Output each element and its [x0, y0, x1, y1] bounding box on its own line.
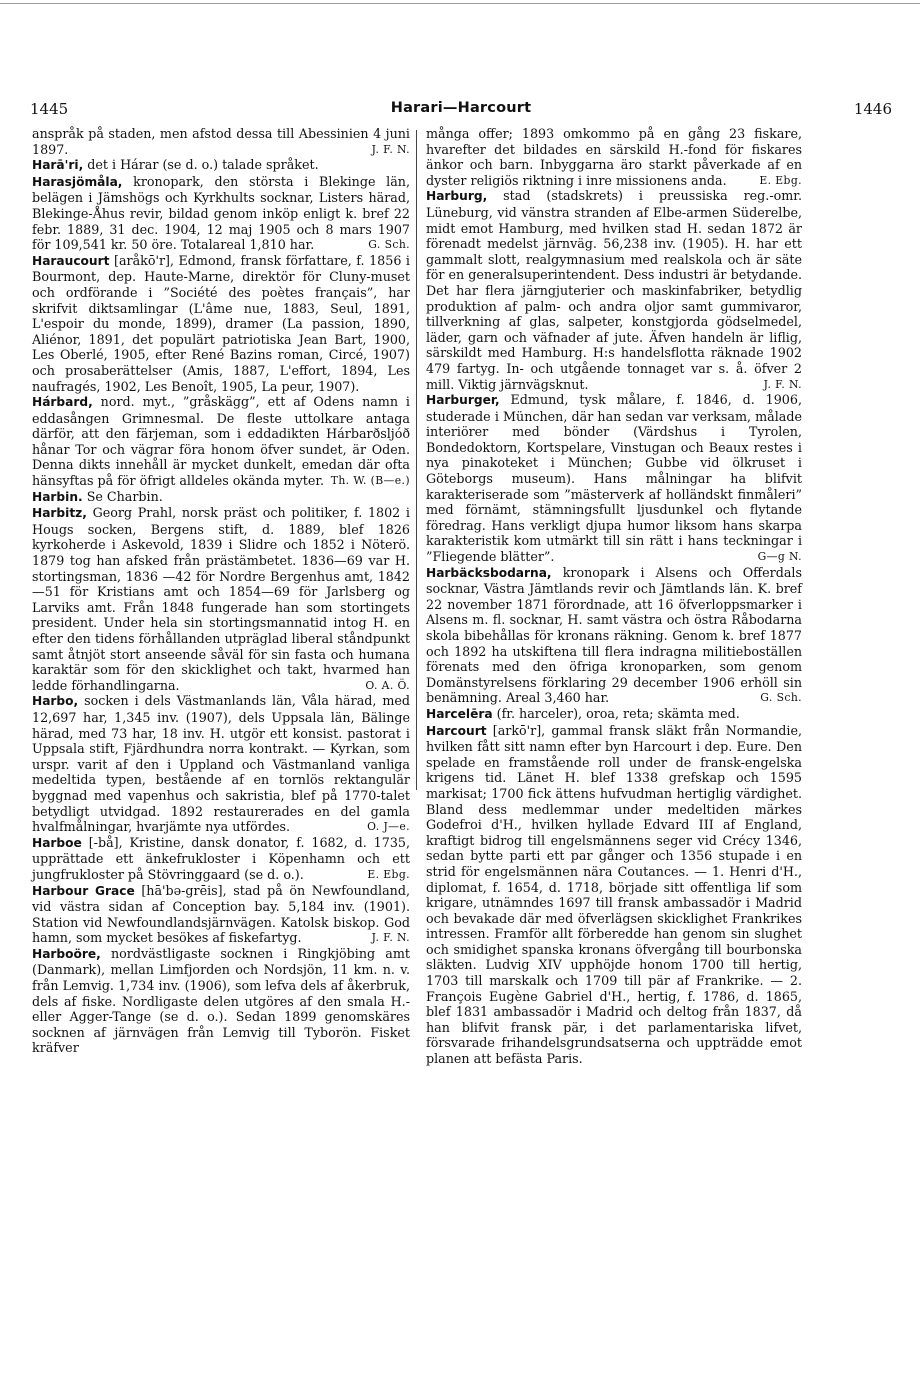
dictionary-entry [32, 126, 410, 157]
entry-body: [-bå], Kristine, dansk donator, f. 1682, d. 1735, upprättade ett änkefrukloster i Köpenhamn och ett jungfrukloster på Stövringgaard (se d. o.). [32, 834, 410, 882]
entry-headword: Harcourt [426, 723, 487, 738]
dictionary-entry [426, 706, 802, 723]
entry-body: Georg Prahl, norsk präst och politiker, f. 1802 i Hougs socken, Bergens stift, d. 1889, blef 1826 kyrkoherde i Askevold, 1839 i Slidre och 1852 i Nöterö. 1879 tog han afsked från prästämbetet. 1836—69 var H. stortingsman, 1836 —42 för Nordre Bergenhus amt, 1842—51 för Kristians amt och 1854—69 för Jarlsberg og Larviks amt. Från 1848 fungerade han som stortingets president. Under hela sin stortingsmannatid intog H. en efter den tidens förhållanden utpräglad liberal ståndpunkt samt åtnjöt stort anseende såväl för sin fasta och humana karaktär som för den skicklighet och takt, hvarmed han ledde förhandlingarna. [32, 505, 410, 693]
entry-headword: Harbitz, [32, 506, 87, 521]
dictionary-entry [32, 693, 410, 834]
text-columns [30, 126, 892, 1366]
entry-headword: Harburger, [426, 393, 500, 408]
dictionary-entry [32, 174, 410, 253]
author-signature: G—g N. [757, 550, 802, 564]
right-column [426, 126, 802, 1067]
author-signature: E. Ebg. [759, 173, 802, 187]
entry-body: [hā'bə-grēis], stad på ön Newfoundland, vid västra sidan af Conception bay. 5,184 inv. (1901). Station vid Newfoundlandsjärnvägen. Katolsk biskop. God hamn, som mycket besökes af fiskefartyg. [32, 882, 410, 946]
entry-headword: Harbo, [32, 694, 79, 709]
dictionary-entry [32, 253, 410, 394]
entry-body: nordvästligaste socknen i Ringkjöbing amt (Danmark), mellan Limfjorden och Nordsjön, 11 km. n. v. från Lemvig. 1,734 inv. (1906), som lefva dels af åkerbruk, dels af fiske. Nordligaste delen utgöres af den smala H.- eller Agger-Tange (se d. o.). Sedan 1899 genomskäres socknen af järnvägen från Lemvig till Tyborön. Fisket kräfver [32, 945, 410, 1056]
entry-headword: Harbin. [32, 489, 83, 504]
entry-body: anspråk på staden, men afstod dessa till Abessinien 4 juni 1897. [32, 126, 410, 157]
dictionary-entry [426, 723, 802, 1067]
entry-body: [arkō'r], gammal fransk släkt från Normandie, hvilken fått sitt namn efter byn Harcourt i dep. Eure. Den spelade en framstående roll under de fransk-engelska krigens tid. Länet H. blef 1338 grefskap och 1595 markisat; 1700 fick ättens hufvudman hertiglig värdighet. Bland dess medlemmar under medeltiden märkes Godefroi d'H., hvilken hyllade Edvard III af England, kraftigt bidrog till engelsmännens seger vid Crécy 1346, sedan bytte parti ett par gånger och 1356 stupade i en strid för engelsmännen nära Coutances. — 1. Henri d'H., diplomat, f. 1654, d. 1718, började sitt offentliga lif som krigare, utnämndes 1697 till fransk ambassadör i Madrid och bevakade där med öfverlägsen skicklighet Frankrikes intressen. Framför allt förberedde han genom sin slughet och smidighet spanska kronans öfvergång till bourbonska släkten. Ludvig XIV upphöjde honom 1700 till hertig, 1703 till marskalk och 1709 till pär af Frankrike. — 2. François Eugène Gabriel d'H., hertig, f. 1786, d. 1865, blef 1831 ambassadör i Madrid och deltog från 1837, då han blifvit fransk pär, i det parlamentariska lifvet, försvarade frihandelsgrundsatserna och uppträdde emot planen att befästa Paris. [426, 722, 802, 1067]
dictionary-entry [426, 126, 802, 188]
entry-body: kronopark i Alsens och Offerdals socknar, Västra Jämtlands revir och Jämtlands län. K. bref 22 november 1871 förordnade, att 16 öfverloppsmarker i Alsens m. fl. socknar, H. samt västra och östra Råbodarna skola bibehållas för kronans räkning. Genom k. bref 1877 och 1892 ha utskiftena till flera indragna militieboställen förenats med den öfriga kronoparken, som genom Domänstyrelsens förklaring 29 december 1906 erhöll sin benämning. Areal 3,460 har. [426, 564, 802, 706]
left-column [32, 126, 410, 1056]
entry-headword: Harasjömåla, [32, 174, 123, 189]
dictionary-entry [32, 394, 410, 489]
author-signature: J. F. N. [371, 931, 410, 945]
author-signature: J. F. N. [371, 142, 410, 156]
dictionary-entry [32, 883, 410, 946]
entry-body: [aråkō'r], Edmond, fransk författare, f. 1856 i Bourmont, dep. Haute-Marne, direktör för Cluny-muset och ordförande i ”Société des poètes français”, har skrifvit diktsamlingar (L'âme nue, 1883, Seul, 1891, L'espoir du monde, 1899), dramer (La passion, 1890, Aliénor, 1891, det populärt patriotiska Jean Bart, 1900, Les Oberlé, 1905, efter René Bazins roman, Circé, 1907) och prosaberättelser (Amis, 1887, L'effort, 1894, Les naufragés, 1902, Les Benoît, 1905, La peur, 1907). [32, 252, 410, 394]
entry-headword: Harburg, [426, 189, 488, 204]
entry-body: stad (stadskrets) i preussiska reg.-omr. Lüneburg, vid vänstra stranden af Elbe-armen Süderelbe, midt emot Hamburg, med hvilken stad H. sedan 1872 är förenadt medelst järnväg. 56,238 inv. (1905). H. har ett gammalt slott, realgymnasium med realskola och är säte för en generalsuperintendent. Dess industri är betydande. Det har flera järngjuterier och maskinfabriker, betydlig produktion af palm- och andra oljor samt gummivaror, tillverkning af glas, salpeter, konstgjorda gödselmedel, läder, garn och väfnader af jute. Äfven handeln är liflig, särskildt med Hamburg. H:s handelsflotta räknade 1902 479 fartyg. In- och utgående tonnaget var s. å. öfver 2 mill. Viktig järnvägsknut. [426, 188, 802, 392]
entry-body: nord. myt., ”gråskägg”, ett af Odens namn i eddasången Grimnesmal. De fleste uttolkare antaga därför, att den färjeman, som i eddadikten Hárbarðsljóð hånar Tor och vägrar föra honom öfver sundet, är Oden. Denna dikts innehåll är mycket dunkelt, emedan där ofta hänsyftas på för öfrigt alldeles okända myter. [32, 394, 410, 489]
author-signature: O. A. Ö. [365, 678, 410, 692]
dictionary-entry [32, 946, 410, 1056]
top-rule [0, 3, 920, 4]
author-signature: J. F. N. [763, 377, 802, 391]
entry-headword: Hárbard, [32, 395, 93, 410]
page-number-right: 1446 [853, 100, 892, 118]
dictionary-entry [32, 835, 410, 883]
entry-headword: Harbäcksbodarna, [426, 565, 552, 580]
page-number-left: 1445 [30, 100, 69, 118]
column-divider [416, 130, 417, 790]
dictionary-entry [426, 188, 802, 392]
entry-headword: Harboöre, [32, 946, 101, 961]
entry-headword: Harcelēra [426, 706, 493, 721]
entry-headword: Harbour Grace [32, 883, 135, 898]
entry-body: Edmund, tysk målare, f. 1846, d. 1906, studerade i München, där han sedan var verksam, målade interiörer med bönder (Värdshus i Tyrolen, Bondedoktorn, Kortspelare, Vinstugan och Beaux restes i nya pinakoteket i München; Gubbe vid ölkruset i Göteborgs museum). Hans målningar ha blifvit karakteriserade som ”mästerverk af holländskt finmåleri” med förnämt, stämningsfullt ljusdunkel och flytande föredrag. Hans verkligt djupa humor liksom hans skarpa karakteristik kom utmärkt till sin rätt i hans teckningar i ”Fliegende blätter”. [426, 392, 802, 565]
author-signature: E. Ebg. [367, 867, 410, 881]
dictionary-entry [426, 392, 802, 565]
running-title: Harari—Harcourt [390, 100, 532, 116]
entry-body: kronopark, den största i Blekinge län, belägen i Jämshögs och Kyrkhults socknar, Listers härad, Blekinge-Åhus revir, bildad genom inköp enligt k. bref 22 febr. 1889, 31 dec. 1904, 12 maj 1905 och 8 mars 1907 för 109,541 kr. 50 öre. Totalareal 1,810 har. [32, 173, 410, 253]
dictionary-entry [426, 565, 802, 706]
entry-body: det i Hárar (se d. o.) talade språket. [83, 157, 319, 173]
page-header [30, 100, 892, 122]
entry-body: (fr. harceler), oroa, reta; skämta med. [492, 705, 740, 721]
entry-body: Se Charbin. [82, 488, 163, 504]
entry-headword: Harā'ri, [32, 158, 84, 173]
entry-headword: Haraucourt [32, 253, 110, 268]
dictionary-entry [32, 157, 410, 174]
entry-headword: Harboe [32, 835, 82, 850]
entry-body: många offer; 1893 omkommo på en gång 23 fiskare, hvarefter det bildades en särskild H.-fond för fiskares änkor och barn. Inbyggarna äro starkt påverkade af en dyster religiös riktning i inre missionens anda. [426, 126, 802, 188]
author-signature: G. Sch. [760, 691, 802, 705]
author-signature: G. Sch. [368, 238, 410, 252]
author-signature: Th. W. (B—e.) [330, 474, 410, 488]
dictionary-entry [32, 489, 410, 506]
entry-body: socken i dels Västmanlands län, Våla härad, med 12,697 har, 1,345 inv. (1907), dels Uppsala län, Bälinge härad, med 73 har, 18 inv. H. utgör ett konsist. pastorat i Uppsala stift, Fjärdhundra norra kontrakt. — Kyrkan, som urspr. varit af den i Uppland och Västmanland vanliga medeltida typen, bestående af en tornlös rektangulär byggnad med vapenhus och sakristia, blef på 1770-talet betydligt utvidgad. 1892 restaurerades en del gamla hvalfmålningar, hvarjämte nya utfördes. [32, 693, 410, 835]
author-signature: O. J—e. [367, 820, 410, 834]
dictionary-entry [32, 505, 410, 693]
